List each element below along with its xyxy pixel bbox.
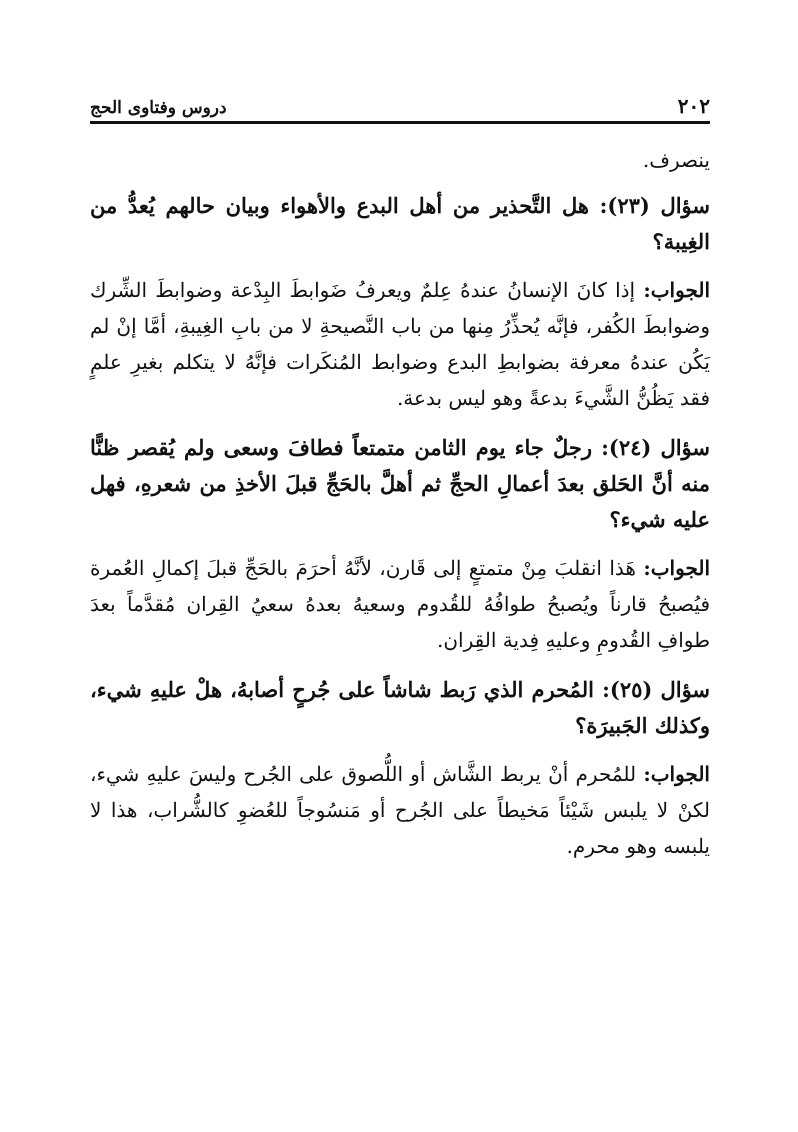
answer-label: الجواب: [643, 556, 711, 580]
question-text: المُحرم الذي رَبط شاشاً على جُرحٍ أصابهُ، هلْ عليهِ شيء، وكذلك الجَبيرَة؟ [90, 677, 710, 738]
running-title: دروس وفتاوى الحج [90, 98, 227, 118]
continued-fragment: ينصرف. [642, 148, 710, 172]
question-label: سؤال (٢٥): [602, 677, 711, 702]
question-label: سؤال (٢٤): [601, 435, 710, 460]
question-text: هل التَّحذير من أهل البدع والأهواء وبيان حالهم يُعدُّ من الغِيبة؟ [90, 193, 710, 254]
answer-text: للمُحرم أنْ يربط الشَّاش أو اللُّصوق على الجُرح وليسَ عليهِ شيء، لكنْ لا يلبس شَيْئاً مَخيطاً على الجُرح أو مَنسُوجاً للعُضوِ كالشُّراب، هذا لا يلبسه وهو محرم. [90, 762, 710, 858]
question-23 [90, 188, 710, 260]
page-header [90, 88, 710, 118]
question-label: سؤال (٢٣): [599, 193, 710, 218]
header-rule [90, 121, 710, 124]
answer-label: الجواب: [643, 762, 710, 786]
answer-text: إذا كانَ الإنسانُ عندهُ عِلمٌ ويعرفُ ضَوابطَ البِدْعة وضوابطَ الشِّرك وضوابطَ الكُفر، فإنَّه يُحذِّرُ مِنها من باب النَّصيحةِ لا من بابِ الغِيبةِ، أمَّا إنْ لم يَكُن عندهُ معرفة بضوابطِ البدع وضوابط المُنكَرات فإنَّهُ لا يتكلم بغيرِ علمٍ فقد يَظُنُّ الشَّيءَ بدعةً وهو ليس بدعة. [90, 278, 710, 410]
answer-23 [90, 272, 710, 416]
answer-label: الجواب: [643, 278, 711, 302]
question-25 [90, 672, 710, 744]
page-number: ٢٠٢ [677, 94, 710, 118]
page-body [90, 142, 710, 878]
question-text: رجلٌ جاء يوم الثامن متمتعاً فطافَ وسعى ولم يُقصر ظنًّا منه أنَّ الحَلق بعدَ أعمالِ الحجِّ ثم أهلَّ بالحَجِّ قبلَ الأخذِ من شعرهِ، فهل عليه شيء؟ [90, 435, 710, 532]
answer-text: هَذا انقلبَ مِنْ متمتعٍ إلى قَارن، لأنَّهُ أحرَمَ بالحَجِّ قبلَ إكمالِ العُمرة فيُصبحُ قارناً ويُصبحُ طوافُهُ للقُدوم وسعيهُ بعدهُ سعيُ القِران مُقدَّماً بعدَ طوافِ القُدومِ وعليهِ فِدية القِران. [90, 556, 710, 652]
question-24 [90, 430, 710, 538]
answer-25 [90, 756, 710, 864]
answer-24 [90, 550, 710, 658]
